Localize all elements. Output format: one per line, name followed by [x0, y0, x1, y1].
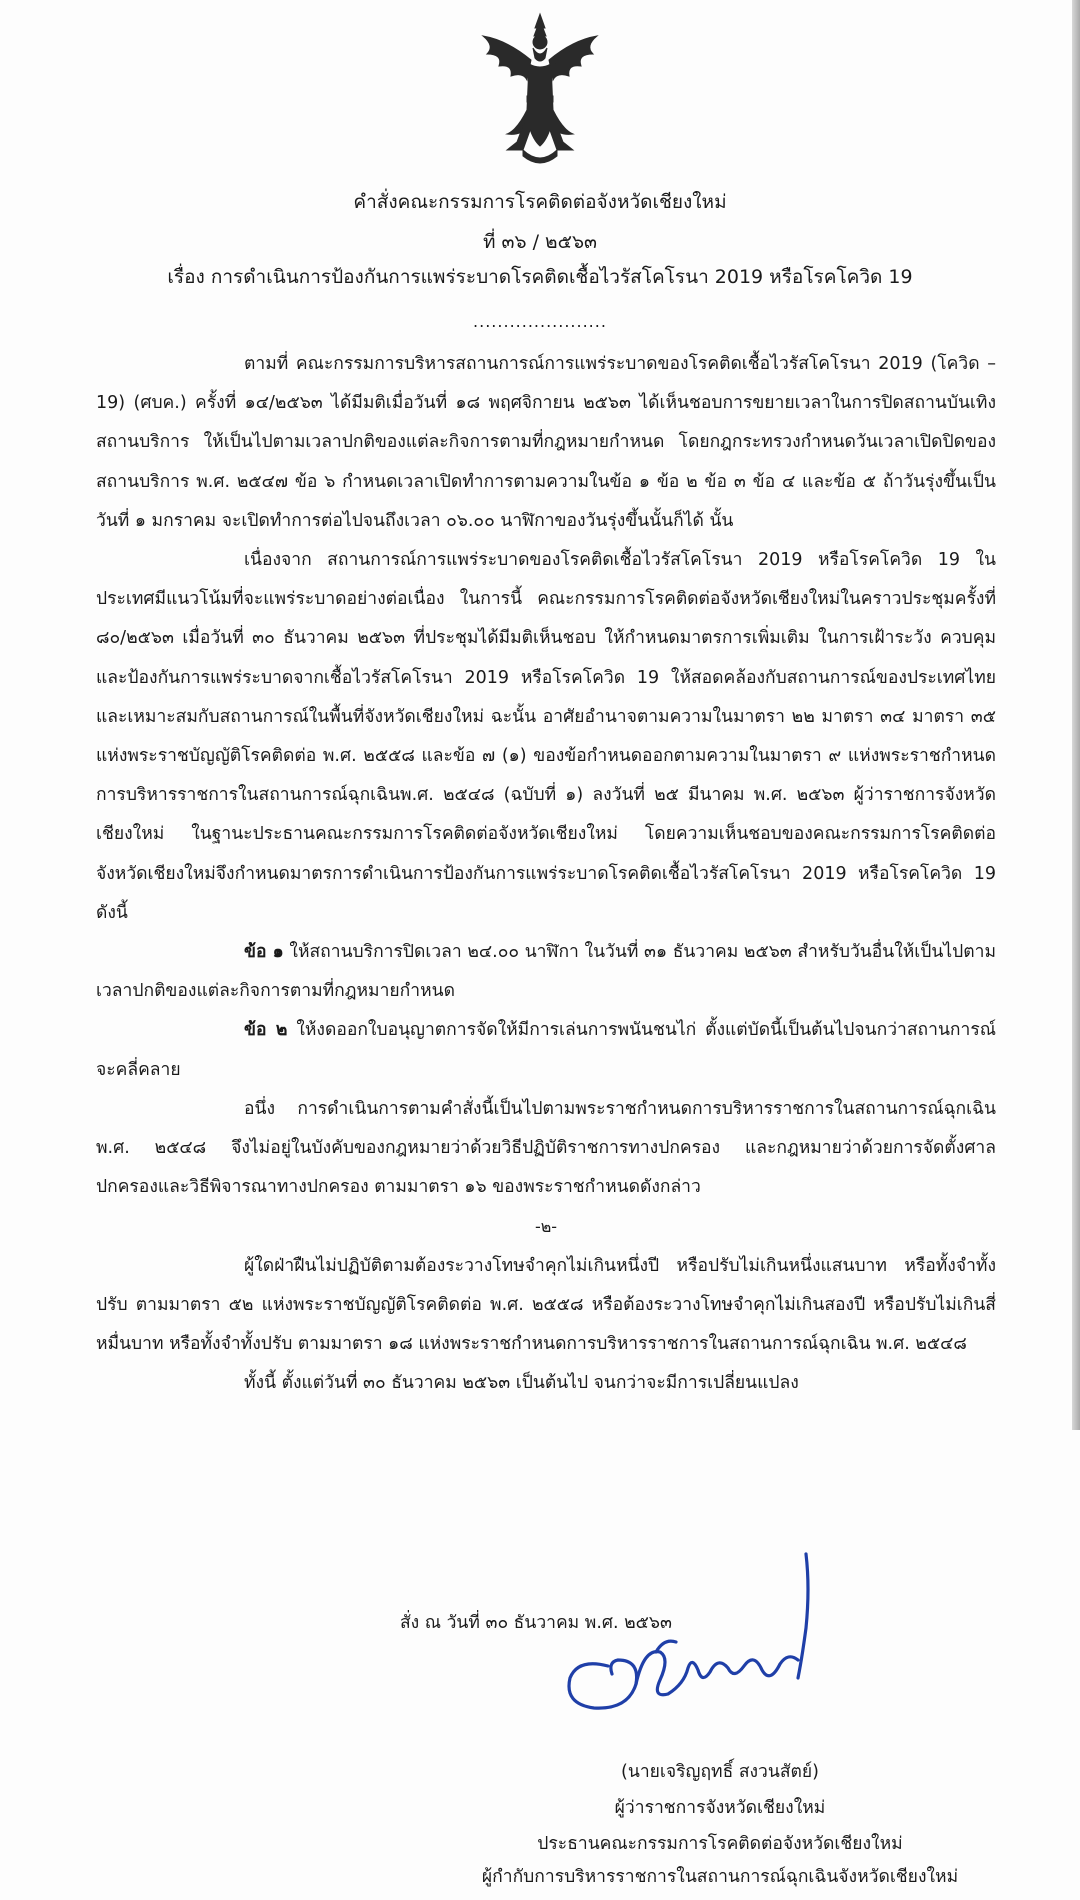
- header-separator: ......................: [473, 312, 607, 331]
- clause-2-label: ข้อ ๒: [244, 1020, 288, 1041]
- clause-1: [96, 933, 996, 1011]
- signer-position-1: ผู้ว่าราชการจังหวัดเชียงใหม่: [614, 1798, 826, 1818]
- clause-2-text: ให้งดออกใบอนุญาตการจัดให้มีการเล่นการพนันชนไก่ ตั้งแต่บัดนี้เป็นต้นไปจนกว่าสถานการณ์จะคลี่คลาย: [96, 1020, 996, 1080]
- order-number: ที่ ๓๖ / ๒๕๖๓: [482, 231, 598, 253]
- paragraph-penalty: ผู้ใดฝ่าฝืนไม่ปฏิบัติตามต้องระวางโทษจำคุกไม่เกินหนึ่งปี หรือปรับไม่เกินหนึ่งแสนบาท หรือทั้งจำทั้งปรับ ตามมาตรา ๕๒ แห่งพระราชบัญญัติโรคติดต่อ พ.ศ. ๒๕๕๘ หรือต้องระวางโทษจำคุกไม่เกินสองปี หรือปรับไม่เกินสี่หมื่นบาท หรือทั้งจำทั้งปรับ ตามมาตรา ๑๘ แห่งพระราชกำหนดการบริหารราชการในสถานการณ์ฉุกเฉิน พ.ศ. ๒๕๔๘: [96, 1255, 996, 1355]
- signer-position-2: ประธานคณะกรรมการโรคติดต่อจังหวัดเชียงใหม่: [537, 1834, 903, 1854]
- order-subject: เรื่อง การดำเนินการป้องกันการแพร่ระบาดโรคติดเชื้อไวรัสโคโรนา 2019 หรือโรคโควิด 19: [167, 266, 913, 288]
- signature-icon: [548, 1548, 828, 1738]
- paragraph-background: ตามที่ คณะกรรมการบริหารสถานการณ์การแพร่ระบาดของโรคติดเชื้อไวรัสโคโรนา 2019 (โควิด – 19) (ศบค.) ครั้งที่ ๑๔/๒๕๖๓ ได้มีมติเมื่อวันที่ ๑๘ พฤศจิกายน ๒๕๖๓ ได้เห็นชอบการขยายเวลาในการปิดสถานบันเทิง สถานบริการ ให้เป็นไปตามเวลาปกติของแต่ละกิจการตามที่กฎหมายกำหนด โดยกฎกระทรวงกำหนดวันเวลาเปิดปิดของสถานบริการ พ.ศ. ๒๕๔๗ ข้อ ๖ กำหนดเวลาเปิดทำการตามความในข้อ ๑ ข้อ ๒ ข้อ ๓ ข้อ ๔ และข้อ ๕ ถ้าวันรุ่งขึ้นเป็นวันที่ ๑ มกราคม จะเปิดทำการต่อไปจนถึงเวลา ๐๖.๐๐ นาฬิกาของวันรุ่งขึ้นนั้นก็ได้ นั้น: [96, 354, 996, 531]
- page-number-mark: -๒-: [534, 1217, 558, 1237]
- order-title: คำสั่งคณะกรรมการโรคติดต่อจังหวัดเชียงใหม่: [353, 191, 727, 213]
- order-date: สั่ง ณ วันที่ ๓๐ ธันวาคม พ.ศ. ๒๕๖๓: [400, 1613, 672, 1633]
- clause-1-text: ให้สถานบริการปิดเวลา ๒๔.๐๐ นาฬิกา ในวันที่ ๓๑ ธันวาคม ๒๕๖๓ สำหรับวันอื่นให้เป็นไปตามเวลาปกติของแต่ละกิจการตามที่กฎหมายกำหนด: [96, 942, 996, 1002]
- paragraph-note: อนึ่ง การดำเนินการตามคำสั่งนี้เป็นไปตามพระราชกำหนดการบริหารราชการในสถานการณ์ฉุกเฉิน พ.ศ. ๒๕๔๘ จึงไม่อยู่ในบังคับของกฎหมายว่าด้วยวิธีปฏิบัติราชการทางปกครอง และกฎหมายว่าด้วยการจัดตั้งศาลปกครองและวิธีพิจารณาทางปกครอง ตามมาตรา ๑๖ ของพระราชกำหนดดังกล่าว: [96, 1098, 996, 1198]
- clause-2: [96, 1011, 996, 1089]
- order-body: [96, 345, 996, 1403]
- paragraph-reason: เนื่องจาก สถานการณ์การแพร่ระบาดของโรคติดเชื้อไวรัสโคโรนา 2019 หรือโรคโควิด 19 ในประเทศมีแนวโน้มที่จะแพร่ระบาดอย่างต่อเนื่อง ในการนี้ คณะกรรมการโรคติดต่อจังหวัดเชียงใหม่ในคราวประชุมครั้งที่ ๘๐/๒๕๖๓ เมื่อวันที่ ๓๐ ธันวาคม ๒๕๖๓ ที่ประชุมได้มีมติเห็นชอบ ให้กำหนดมาตรการเพิ่มเติม ในการเฝ้าระวัง ควบคุม และป้องกันการแพร่ระบาดจากเชื้อไวรัสโคโรนา 2019 หรือโรคโควิด 19 ให้สอดคล้องกับสถานการณ์ของประเทศไทย และเหมาะสมกับสถานการณ์ในพื้นที่จังหวัดเชียงใหม่ ฉะนั้น อาศัยอำนาจตามความในมาตรา ๒๒ มาตรา ๓๔ มาตรา ๓๕ แห่งพระราชบัญญัติโรคติดต่อ พ.ศ. ๒๕๕๘ และข้อ ๗ (๑) ของข้อกำหนดออกตามความในมาตรา ๙ แห่งพระราชกำหนด การบริหารราชการในสถานการณ์ฉุกเฉินพ.ศ. ๒๕๔๘ (ฉบับที่ ๑) ลงวันที่ ๒๕ มีนาคม พ.ศ. ๒๕๖๓ ผู้ว่าราชการจังหวัดเชียงใหม่ ในฐานะประธานคณะกรรมการโรคติดต่อจังหวัดเชียงใหม่ โดยความเห็นชอบของคณะกรรมการโรคติดต่อจังหวัดเชียงใหม่จึงกำหนดมาตรการดำเนินการป้องกันการแพร่ระบาดโรคติดเชื้อไวรัสโคโรนา 2019 หรือโรคโควิด 19 ดังนี้: [96, 550, 996, 923]
- garuda-emblem-icon: [477, 10, 603, 170]
- clause-1-label: ข้อ ๑: [244, 942, 284, 963]
- signer-position-3: ผู้กำกับการบริหารราชการในสถานการณ์ฉุกเฉินจังหวัดเชียงใหม่: [481, 1867, 959, 1887]
- signer-name: (นายเจริญฤทธิ์ สงวนสัตย์): [621, 1762, 819, 1782]
- paragraph-effective: ทั้งนี้ ตั้งแต่วันที่ ๓๐ ธันวาคม ๒๕๖๓ เป็นต้นไป จนกว่าจะมีการเปลี่ยนแปลง: [244, 1373, 799, 1394]
